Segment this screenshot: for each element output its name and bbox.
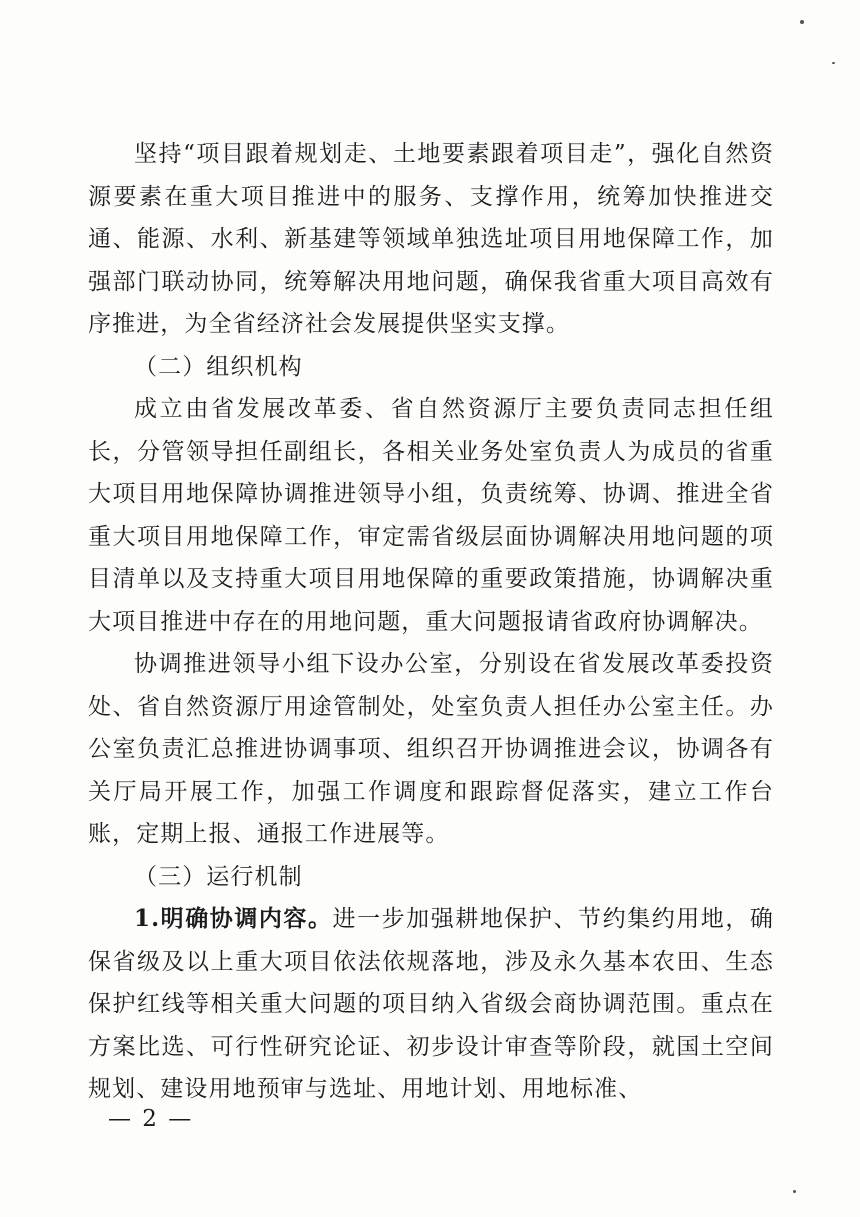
section-heading-mechanism: （三）运行机制 [134,863,303,890]
paragraph-office: 协调推进领导小组下设办公室，分别设在省发展改革委投资处、省自然资源厅用途管制处，处室负责人担任办公室主任。办公室负责汇总推进协调事项、组织召开协调推进会议，协调各有关厅局开展工作，加强工作调度和跟踪督促落实，建立工作台账，定期上报、通报工作进展等。 [88,651,774,847]
document-body [88,133,774,1111]
scan-speck [832,62,835,64]
paragraph-coordination-content [88,898,774,1111]
scan-speck [800,20,804,24]
paragraph-principle: 坚持“项目跟着规划走、土地要素跟着项目走”，强化自然资源要素在重大项目推进中的服务、支撑作用，统筹加快推进交通、能源、水利、新基建等领域单独选址项目用地保障工作，加强部门联动协同，统筹解决用地问题，确保我省重大项目高效有序推进，为全省经济社会发展提供坚实支撑。 [88,141,774,337]
paragraph-leading-group: 成立由省发展改革委、省自然资源厅主要负责同志担任组长，分管领导担任副组长，各相关业务处室负责人为成员的省重大项目用地保障协调推进领导小组，负责统筹、协调、推进全省重大项目用地保障工作，审定需省级层面协调解决用地问题的项目清单以及支持重大项目用地保障的重要政策措施，协调解决重大项目推进中存在的用地问题，重大问题报请省政府协调解决。 [88,396,774,635]
page-number: — 2 — [108,1106,194,1132]
scan-speck [793,1190,796,1193]
section-heading-organization: （二）组织机构 [134,353,303,380]
paragraph-body-text: 进一步加强耕地保护、节约集约用地，确保省级及以上重大项目依法依规落地，涉及永久基本农田、生态保护红线等相关重大问题的项目纳入省级会商协调范围。重点在方案比选、可行性研究论证、初步设计审查等阶段，就国土空间规划、建设用地预审与选址、用地计划、用地标准、 [88,906,774,1102]
paragraph-bold-lead: 1.明确协调内容。 [134,905,333,932]
